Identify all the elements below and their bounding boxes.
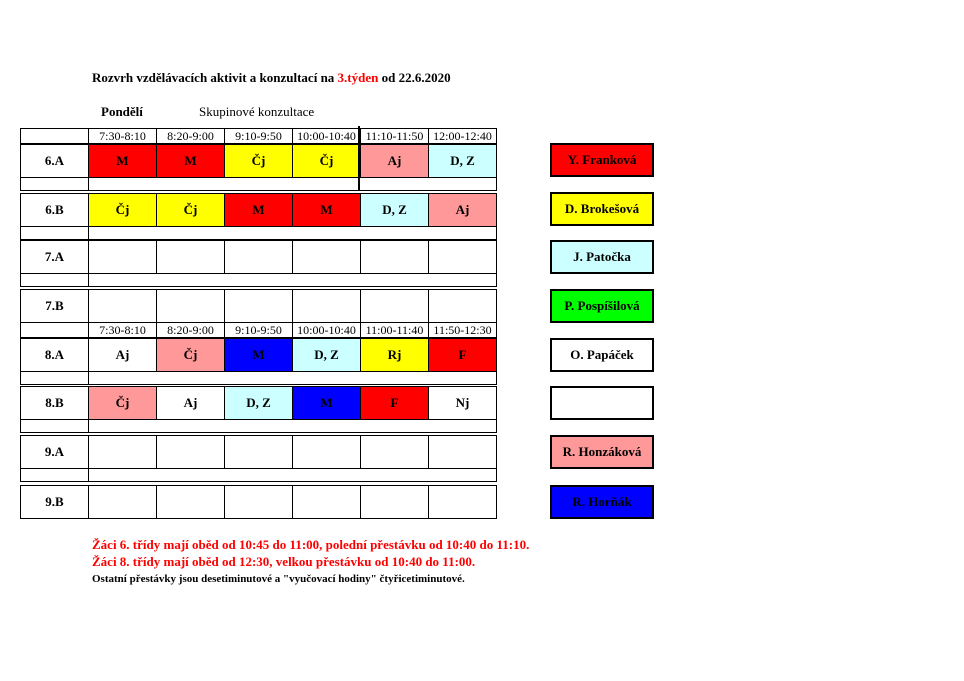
schedule-cell: Aj (88, 338, 157, 372)
divider-line (358, 126, 360, 191)
legend-teacher: R. Honzáková (550, 435, 654, 469)
schedule-cell (292, 485, 361, 519)
schedule-cell: M (292, 193, 361, 227)
schedule-cell (88, 485, 157, 519)
time-header-cell: 9:10-9:50 (224, 322, 293, 338)
schedule-cell (156, 240, 225, 274)
time-header-cell: 8:20-9:00 (156, 322, 225, 338)
class-label: 7.A (20, 240, 89, 274)
subtitle: Skupinové konzultace (199, 104, 315, 119)
schedule-cell: D, Z (292, 338, 361, 372)
class-label: 8.A (20, 338, 89, 372)
schedule-cell: Aj (156, 386, 225, 420)
schedule-cell: M (224, 193, 293, 227)
schedule-cell: Čj (88, 386, 157, 420)
legend-teacher: D. Brokešová (550, 192, 654, 226)
legend-teacher: O. Papáček (550, 338, 654, 372)
schedule-cell: Rj (360, 338, 429, 372)
gap-row-label (20, 273, 89, 287)
schedule-cell (224, 435, 293, 469)
gap-row (88, 226, 497, 240)
schedule-cell: F (428, 338, 497, 372)
schedule-cell (360, 485, 429, 519)
gap-row-label (20, 371, 89, 385)
title-date: od 22.6.2020 (378, 70, 451, 85)
time-header-cell: 7:30-8:10 (88, 322, 157, 338)
title-text: Rozvrh vzdělávacích aktivit a konzultací na (92, 70, 338, 85)
schedule-cell (360, 435, 429, 469)
time-header-cell: 10:00-10:40 (292, 128, 361, 144)
schedule-cell (292, 240, 361, 274)
gap-row-label (20, 468, 89, 482)
schedule-cell: Aj (428, 193, 497, 227)
schedule-cell (224, 289, 293, 323)
schedule-cell (292, 435, 361, 469)
schedule-cell (428, 289, 497, 323)
gap-row-label (20, 419, 89, 433)
time-header-blank (20, 128, 89, 144)
gap-row (88, 371, 497, 385)
schedule-cell (428, 435, 497, 469)
gap-row (88, 419, 497, 433)
schedule-cell: M (156, 144, 225, 178)
schedule-cell: Čj (156, 338, 225, 372)
class-label: 7.B (20, 289, 89, 323)
schedule-cell (88, 435, 157, 469)
class-label: 8.B (20, 386, 89, 420)
note-other: Ostatní přestávky jsou desetiminutové a "vyučovací hodiny" čtyřicetiminutové. (92, 573, 465, 585)
schedule-cell (88, 240, 157, 274)
schedule-cell (224, 485, 293, 519)
schedule-cell: M (292, 386, 361, 420)
schedule-cell (360, 240, 429, 274)
schedule-cell: Čj (156, 193, 225, 227)
legend-teacher: J. Patočka (550, 240, 654, 274)
time-header-cell: 8:20-9:00 (156, 128, 225, 144)
schedule-cell: Nj (428, 386, 497, 420)
schedule-cell (428, 485, 497, 519)
schedule-cell: Čj (292, 144, 361, 178)
gap-row (88, 468, 497, 482)
time-header-cell: 11:00-11:40 (360, 322, 429, 338)
time-header-cell: 12:00-12:40 (428, 128, 497, 144)
class-label: 9.B (20, 485, 89, 519)
schedule-cell: M (224, 338, 293, 372)
note-6: Žáci 6. třídy mají oběd od 10:45 do 11:00, polední přestávku od 10:40 do 11:10. (92, 537, 530, 552)
schedule-cell: D, Z (224, 386, 293, 420)
schedule-cell: D, Z (428, 144, 497, 178)
class-label: 6.A (20, 144, 89, 178)
schedule-cell (428, 240, 497, 274)
time-header-cell: 11:50-12:30 (428, 322, 497, 338)
time-header-cell: 11:10-11:50 (360, 128, 429, 144)
schedule-cell (156, 289, 225, 323)
schedule-cell: D, Z (360, 193, 429, 227)
schedule-cell (360, 289, 429, 323)
time-header-cell: 10:00-10:40 (292, 322, 361, 338)
gap-row (88, 273, 497, 287)
schedule-cell (224, 240, 293, 274)
legend-teacher: Y. Franková (550, 143, 654, 177)
schedule-cell: Aj (360, 144, 429, 178)
class-label: 9.A (20, 435, 89, 469)
gap-row (88, 177, 497, 191)
schedule-cell: Čj (224, 144, 293, 178)
schedule-cell (156, 435, 225, 469)
page-title (92, 70, 451, 86)
legend-teacher (550, 386, 654, 420)
class-label: 6.B (20, 193, 89, 227)
schedule-cell (156, 485, 225, 519)
time-header-blank (20, 322, 89, 338)
schedule-cell: M (88, 144, 157, 178)
time-header-cell: 9:10-9:50 (224, 128, 293, 144)
legend-teacher: R. Horňák (550, 485, 654, 519)
note-8: Žáci 8. třídy mají oběd od 12:30, velkou přestávku od 10:40 do 11:00. (92, 554, 476, 569)
gap-row-label (20, 177, 89, 191)
schedule-cell: Čj (88, 193, 157, 227)
schedule-cell (292, 289, 361, 323)
day-name: Pondělí (101, 104, 143, 119)
legend-teacher: P. Pospíšilová (550, 289, 654, 323)
schedule-cell: F (360, 386, 429, 420)
schedule-cell (88, 289, 157, 323)
time-header-cell: 7:30-8:10 (88, 128, 157, 144)
title-week: 3.týden (337, 70, 379, 85)
gap-row-label (20, 226, 89, 240)
